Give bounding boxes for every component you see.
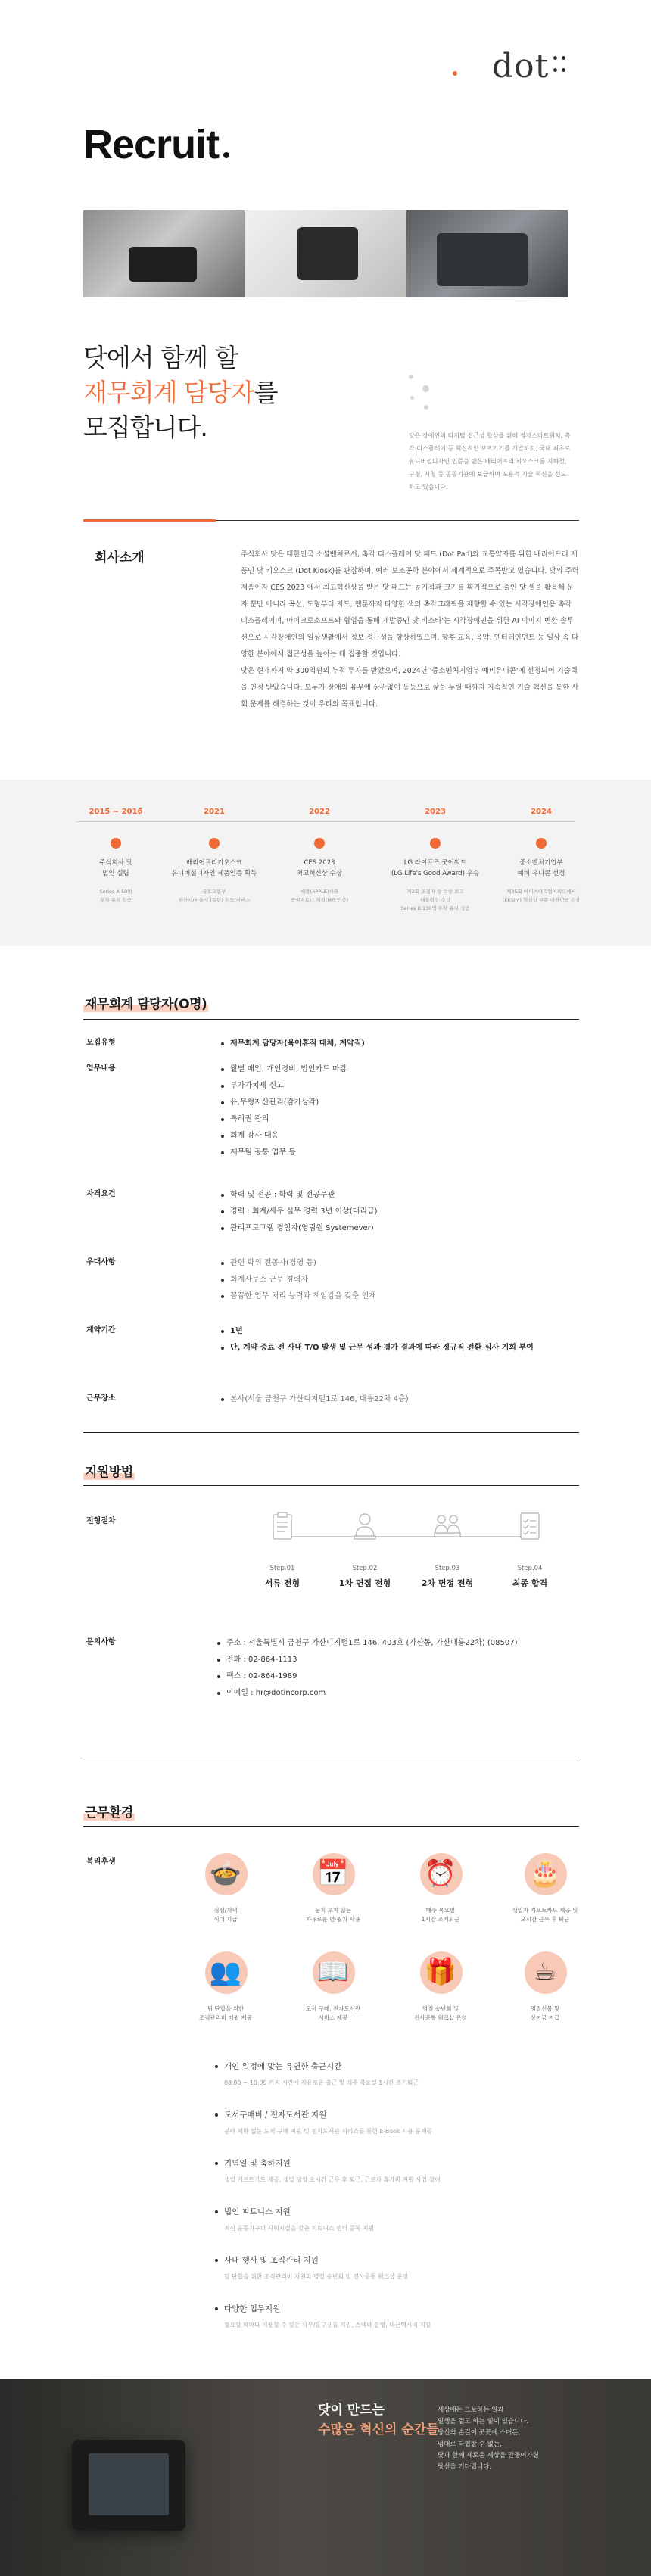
list-item: 꼼꼼한 업무 처리 능력과 책임감을 갖춘 인재 (220, 1288, 575, 1305)
timeline-subtext: Series A 50억 투자 유치 성공 (99, 889, 132, 903)
welfare-item (399, 1945, 482, 2023)
benefit-item (213, 2206, 577, 2233)
step-number: Step.04 (517, 1565, 543, 1572)
process-step (245, 1510, 320, 1589)
contact-fax: 팩스 : 02-864-1989 (216, 1668, 572, 1685)
benefit-title: 도서구매비 / 전자도서관 지원 (213, 2109, 577, 2121)
timeline-year: 2022 (309, 808, 330, 816)
checklist-icon (515, 1510, 545, 1548)
row-list (220, 1323, 575, 1357)
list-item: 단, 계약 중료 전 사내 T/O 발생 및 근무 성과 평가 결과에 따라 정규직 전환 심사 기회 부여 (220, 1340, 575, 1357)
welfare-text: 명절 송년회 및 전사공통 워크샵 운영 (414, 2005, 467, 2021)
list-item: 특허권 관리 (220, 1111, 575, 1128)
welfare-label: 복리후생 (86, 1858, 116, 1866)
hero-image-device (245, 210, 406, 297)
interviewer-icon (350, 1510, 380, 1548)
list-item: 1년 (220, 1323, 575, 1340)
welfare-text: 명절선물 및 상여금 지급 (530, 2005, 560, 2021)
timeline-title: 중소벤처기업부 예비 유니콘 선정 (517, 859, 565, 877)
timeline-dot (314, 838, 325, 849)
cake-icon: 🎂 (519, 1847, 572, 1900)
benefit-item (213, 2060, 577, 2088)
benefit-item (213, 2157, 577, 2185)
row-label: 업무내용 (86, 1064, 116, 1073)
welfare-text: 눈치 보지 않는 자유로운 연·월차 사용 (305, 1907, 361, 1923)
timeline-subtext: 국토교통부 부산시/서울시 (동탄) 지도 서비스 (178, 889, 251, 903)
intro-accent-role: 재무회계 담당자 (83, 378, 254, 407)
divider (83, 1432, 579, 1433)
hero-image-hands (83, 210, 245, 297)
book-icon: 📖 (307, 1945, 360, 1998)
benefit-title: 개인 일정에 맞는 유연한 출근시간 (213, 2060, 577, 2073)
timeline-dot (536, 838, 547, 849)
row-label: 우대사항 (86, 1258, 116, 1266)
gift-icon: 🎁 (414, 1945, 467, 1998)
row-list (220, 1255, 575, 1305)
company-description (241, 547, 580, 713)
welfare-text: 생일자 기프트카드 제공 및 오시간 근무 후 퇴근 (512, 1907, 578, 1923)
timeline-title: CES 2023 최고혁신상 수상 (296, 859, 343, 877)
hero-image-strip (83, 210, 568, 297)
benefit-title: 사내 행사 및 조직관리 지원 (213, 2254, 577, 2266)
row-label: 근무장소 (86, 1394, 116, 1403)
list-item: 재무팀 공통 업무 등 (220, 1145, 575, 1161)
welfare-item (503, 1847, 587, 1924)
benefit-desc: 필요할 때마다 이용할 수 있는 사무/운구용품 지원, 스낵바 운영, 대근택시비 지원 (224, 2322, 431, 2328)
row-list (220, 1036, 575, 1052)
intro-description: 닷은 장애인의 디지털 접근성 향상을 위해 점자스마트워치, 촉각 디스플레이 등 혁신적인 보조기기를 개발하고, 국내 최초로 유니버설디자인 인증을 받은 배리어프리 키오스크를 지하철, 구청, 시청 등 공공기관에 보급하며 포용적 기술 혁신을 선도하고 있습니다. (409, 432, 571, 491)
intro-heading (83, 341, 278, 445)
row-list (220, 1061, 575, 1161)
welfare-text: 팀 단합을 위한 조직관리비 매월 제공 (199, 2005, 252, 2021)
timeline-title: 주식회사 닷 법인 설립 (99, 859, 132, 877)
list-item: 월별 매입, 개인경비, 법인카드 마감 (220, 1061, 575, 1078)
welfare-item (399, 1847, 482, 1924)
contact-list (216, 1635, 572, 1702)
benefit-item (213, 2254, 577, 2282)
welfare-text: 매주 목요일 1시간 조기퇴근 (421, 1907, 460, 1923)
row-label: 문의사항 (86, 1638, 116, 1646)
welfare-text: 도서 구매, 전자도서관 서비스 제공 (305, 2005, 361, 2021)
benefit-desc: 생일 기프트카드 제공, 생일 당일 오시간 근무 후 퇴근, 근로자 휴가비 지원 사업 참여 (224, 2176, 441, 2183)
benefit-item (213, 2303, 577, 2330)
logo-accent-dot (453, 71, 457, 76)
row-label: 모집유형 (86, 1039, 116, 1047)
divider (83, 1826, 579, 1827)
logo-colon-icon (552, 50, 567, 77)
header (0, 0, 651, 98)
team-icon: 👥 (199, 1945, 252, 1998)
intro-line-3: 모집합니다. (83, 413, 207, 442)
meeting-icon (432, 1510, 463, 1548)
welfare-item (291, 1847, 375, 1924)
step-number: Step.03 (435, 1565, 460, 1572)
timeline-year: 2015 ~ 2016 (89, 808, 143, 816)
job-section-title: 재무회계 담당자(O명) (85, 997, 207, 1012)
timeline-dot (111, 838, 121, 849)
step-name: 2차 면접 전형 (421, 1578, 474, 1588)
cup-icon: ☕ (519, 1945, 572, 1998)
welfare-item (184, 1945, 267, 2023)
benefit-desc: 최신 운동기구와 샤워시설을 갖춘 피트니스 센터 등록 지원 (224, 2225, 375, 2232)
welfare-section-title: 근무환경 (85, 1805, 133, 1821)
timeline-item (477, 808, 606, 905)
step-name: 1차 면접 전형 (338, 1578, 391, 1588)
footer-banner (0, 2379, 651, 2576)
apply-section-title: 지원방법 (85, 1465, 133, 1480)
title-dot (223, 152, 229, 158)
timeline-year: 2023 (425, 808, 446, 816)
welfare-item (291, 1945, 375, 2023)
decorative-dots-icon (409, 375, 439, 413)
timeline-year: 2024 (531, 808, 552, 816)
timeline-title: 배리어프리키오스크 유니버설디자인 제품인증 획득 (171, 859, 257, 877)
footer-description: 세상에는 그보하는 일과 일생을 걸고 하는 일이 있습니다. 당신의 손길이 곳곳에 스며든, 멈대로 타협할 수 없는, 닷과 함께 새로운 세상을 만들어가실 당신을 기다립니다. (438, 2406, 539, 2471)
timeline-dot (209, 838, 220, 849)
company-paragraph: 주식회사 닷은 대한민국 소셜벤처로서, 촉각 디스플레이 닷 패드 (Dot Pad)와 교통약자를 위한 배리어프리 제품인 닷 키오스크 (Dot Kiosk)를 판잡하며, 여러 보조공학 분야에서 세계적으로 주목받고 있습니다. 닷의 주력제품이자 CES 2023 에서 최고혁신상을 받은 닷 패드는 높기적과 크기를 획기적으로 줄인 닷 셀을 활용해 문자 뿐만 아니라 곡선, 도형부터 지도, 웹툰까지 다양한 색의 촉각그래픽을 제향할 수 있는 시각장애인용 촉각 디스플레이며, 마이크로소프트와 협업을 통해 개발중인 닷 비스타'는 시각장애인을 위한 AI 이미지 변환 솔루션으로 시각장애인의 일상생활에서 정보 접근성을 향상하였으며, 향후 교육, 음악, 엔터테인먼트 등 일상 속 다양한 분야에서 접근성을 높이는 데 집중할 것입니다. (241, 550, 579, 659)
step-number: Step.02 (352, 1565, 378, 1572)
clock-icon: ⏰ (414, 1847, 467, 1900)
step-name: 서류 전형 (264, 1578, 301, 1588)
benefit-desc: 팀 단합을 위한 조직관리비 지원과 명절 송년회 및 전사공통 워크샵 운영 (224, 2273, 409, 2280)
dot-logo[interactable] (492, 47, 567, 86)
footer-title: 닷이 만드는 수많은 혁신의 순간들 (318, 2403, 439, 2437)
divider (83, 1485, 579, 1486)
step-number: Step.01 (269, 1565, 295, 1572)
welfare-item (503, 1945, 587, 2023)
timeline-dot (430, 838, 441, 849)
contact-email[interactable]: 이메일 : hr@dotincorp.com (216, 1685, 572, 1702)
list-item: 재무회계 담당자(육아휴직 대체, 계약직) (220, 1036, 575, 1052)
list-item: 부가가치세 신고 (220, 1078, 575, 1095)
page-title: Recruit (83, 121, 229, 168)
benefit-desc: 08:00 ~ 10:00 까지 시간에 자유로운 출근 및 매주 목요일 1시간 조기퇴근 (224, 2079, 419, 2086)
row-list (220, 1187, 575, 1237)
row-list (220, 1391, 575, 1408)
hero-image-tablet (406, 210, 568, 297)
process-label: 전형절차 (86, 1517, 116, 1525)
divider (83, 1019, 579, 1020)
list-item: 회계사무소 근무 경력자 (220, 1272, 575, 1288)
company-heading: 회사소개 (95, 550, 145, 565)
list-item: 관련 학위 전공자(경영 등) (220, 1255, 575, 1272)
company-paragraph: 닷은 현재까지 약 300억원의 누적 투자를 받았으며, 2024년 '중소벤처기업부 예비유니콘'에 선정되어 기술력을 인정 받았습니다. 모두가 장애의 유무에 상관없이 동등으로 삶을 누릴 때까지 지속적인 기술 혁신을 통한 사회 문제를 해결하는 것이 우리의 목표입니다. (241, 667, 579, 709)
benefit-item (213, 2109, 577, 2136)
logo-text: dot (492, 47, 550, 86)
benefit-desc: 분야 제한 없는 도서 구매 지원 및 전자도서관 서비스를 통한 E-Book 사용 문제공 (224, 2128, 433, 2135)
contact-address: 주소 : 서울특별시 금천구 가산디지털1로 146, 403호 (가산동, 가산대륭22차) (08507) (216, 1635, 572, 1652)
process-step (410, 1510, 485, 1589)
row-label: 자격요건 (86, 1190, 116, 1198)
document-icon (267, 1510, 297, 1548)
meal-icon: 🍲 (199, 1847, 252, 1900)
list-item: 학력 및 전공 : 학력 및 전공무관 (220, 1187, 575, 1204)
list-item: 경력 : 회계/세무 실무 경력 3년 이상(대리급) (220, 1204, 575, 1220)
contact-phone[interactable]: 전화 : 02-864-1113 (216, 1652, 572, 1668)
dot-pad-device-image (72, 2440, 185, 2531)
timeline-subtext: 애플(APPLE)사와 공식파트너 체결(MFi 인증) (290, 889, 349, 903)
timeline-item (255, 808, 384, 905)
list-item: 관리프로그램 경험자(영림원 Systemever) (220, 1220, 575, 1237)
intro-line-1: 닷에서 함께 할 (83, 343, 238, 372)
step-name: 최종 합격 (512, 1578, 548, 1588)
intro-line-2: 재무회계 담당자를 (83, 378, 278, 407)
divider (216, 520, 579, 521)
list-item: 유,무형자산관리(감가상각) (220, 1095, 575, 1111)
benefit-title: 기념일 및 축하지원 (213, 2157, 577, 2170)
process-step (327, 1510, 403, 1589)
process-step (492, 1510, 568, 1589)
benefit-title: 법인 피트니스 지원 (213, 2206, 577, 2218)
timeline-subtext: 제2회 조정자 상 수상 최고 대통령상 수상 Series B 130억 투자 유치 성공 (400, 889, 470, 911)
accent-divider (83, 519, 216, 522)
list-item: 본사(서울 금천구 가산디지털1로 146, 대륭22차 4층) (220, 1391, 575, 1408)
timeline-title: LG 라이프즈 굿어워드 (LG Life's Good Award) 우승 (391, 859, 480, 877)
welfare-text: 점심/저녁 식대 지급 (213, 1907, 238, 1923)
benefit-title: 다양한 업무지원 (213, 2303, 577, 2315)
timeline-subtext: 제35회 아이스타트업어워드에서 (KKSIM) 혁신상 부문 대한민국 수상 (502, 889, 581, 903)
row-label: 계약기간 (86, 1326, 116, 1335)
timeline-year: 2021 (204, 808, 225, 816)
calendar-icon: 📅 (307, 1847, 360, 1900)
welfare-item (184, 1847, 267, 1924)
list-item: 회계 감사 대응 (220, 1128, 575, 1145)
